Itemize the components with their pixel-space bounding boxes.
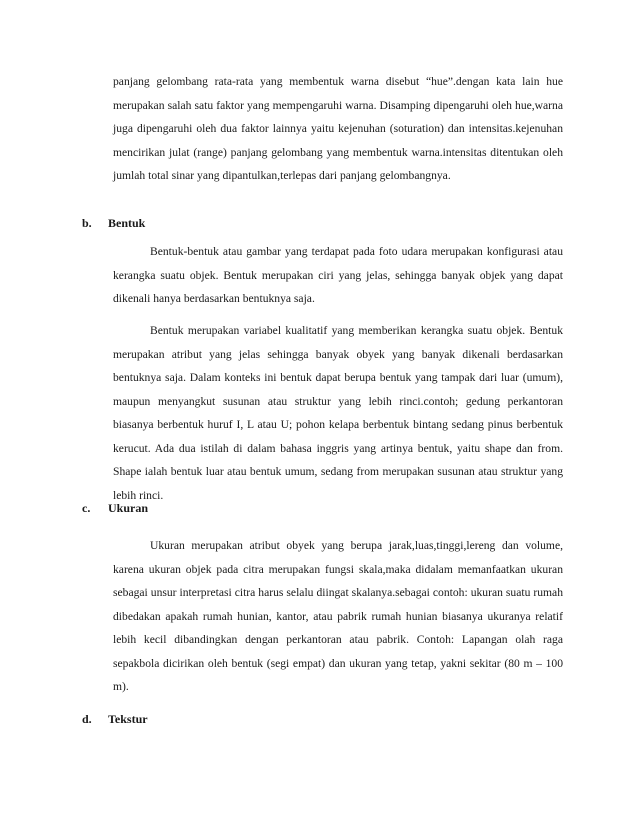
section-title: Ukuran [108,501,149,515]
section-letter: d. [82,712,92,726]
section-heading-ukuran [82,501,148,516]
section-title: Bentuk [108,216,146,230]
section-letter: c. [82,501,91,515]
section-title: Tekstur [108,712,148,726]
intro-paragraph: panjang gelombang rata-rata yang membentuk warna disebut “hue”.dengan kata lain hue merupakan salah satu faktor yang mempengaruhi warna. Disamping dipengaruhi oleh hue,warna juga dipengaruhi oleh dua faktor lainnya yaitu kejenuhan (soturation) dan intensitas.kejenuhan mencirikan julat (range) panjang gelombang yang membentuk warna.intensitas ditentukan oleh jumlah total sinar yang dipantulkan,terlepas dari panjang gelombangnya. [113,75,563,182]
section-heading-bentuk [82,216,145,231]
bentuk-paragraph-2: Bentuk merupakan variabel kualitatif yang memberikan kerangka suatu objek. Bentuk merupakan atribut yang jelas sehingga banyak obyek yang banyak dikenali berdasarkan bentuknya saja. Dalam konteks ini bentuk dapat berupa bentuk yang tampak dari luar (umum), maupun menyangkut susunan atau struktur yang lebih rinci.contoh; gedung perkantoran biasanya berbentuk huruf I, L atau U; pohon kelapa berbentuk bintang sedang pinus berbentuk kerucut. Ada dua istilah di dalam bahasa inggris yang artinya bentuk, yaitu shape dan from. Shape ialah bentuk luar atau bentuk umum, sedang from merupakan susunan atau struktur yang lebih rinci. [113,324,563,502]
ukuran-paragraph-1: Ukuran merupakan atribut obyek yang berupa jarak,luas,tinggi,lereng dan volume, karena ukuran objek pada citra merupakan fungsi skala,maka didalam memanfaatkan ukuran sebagai unsur interpretasi citra harus selalu diingat skalanya.sebagai contoh: ukuran suatu rumah dibedakan apakah rumah hunian, kantor, atau pabrik rumah hunian biasanya ukuranya relatif lebih kecil dibandingkan dengan perkantoran atau pabrik. Contoh: Lapangan olah raga sepakbola dicirikan oleh bentuk (segi empat) dan ukuran yang tetap, yakni sekitar (80 m – 100 m). [113,539,563,693]
section-heading-tekstur [82,712,148,727]
section-letter: b. [82,216,92,230]
bentuk-paragraph-1: Bentuk-bentuk atau gambar yang terdapat pada foto udara merupakan konfigurasi atau kerangka suatu objek. Bentuk merupakan ciri yang jelas, sehingga banyak objek yang dapat dikenali hanya berdasarkan bentuknya saja. [113,245,563,305]
